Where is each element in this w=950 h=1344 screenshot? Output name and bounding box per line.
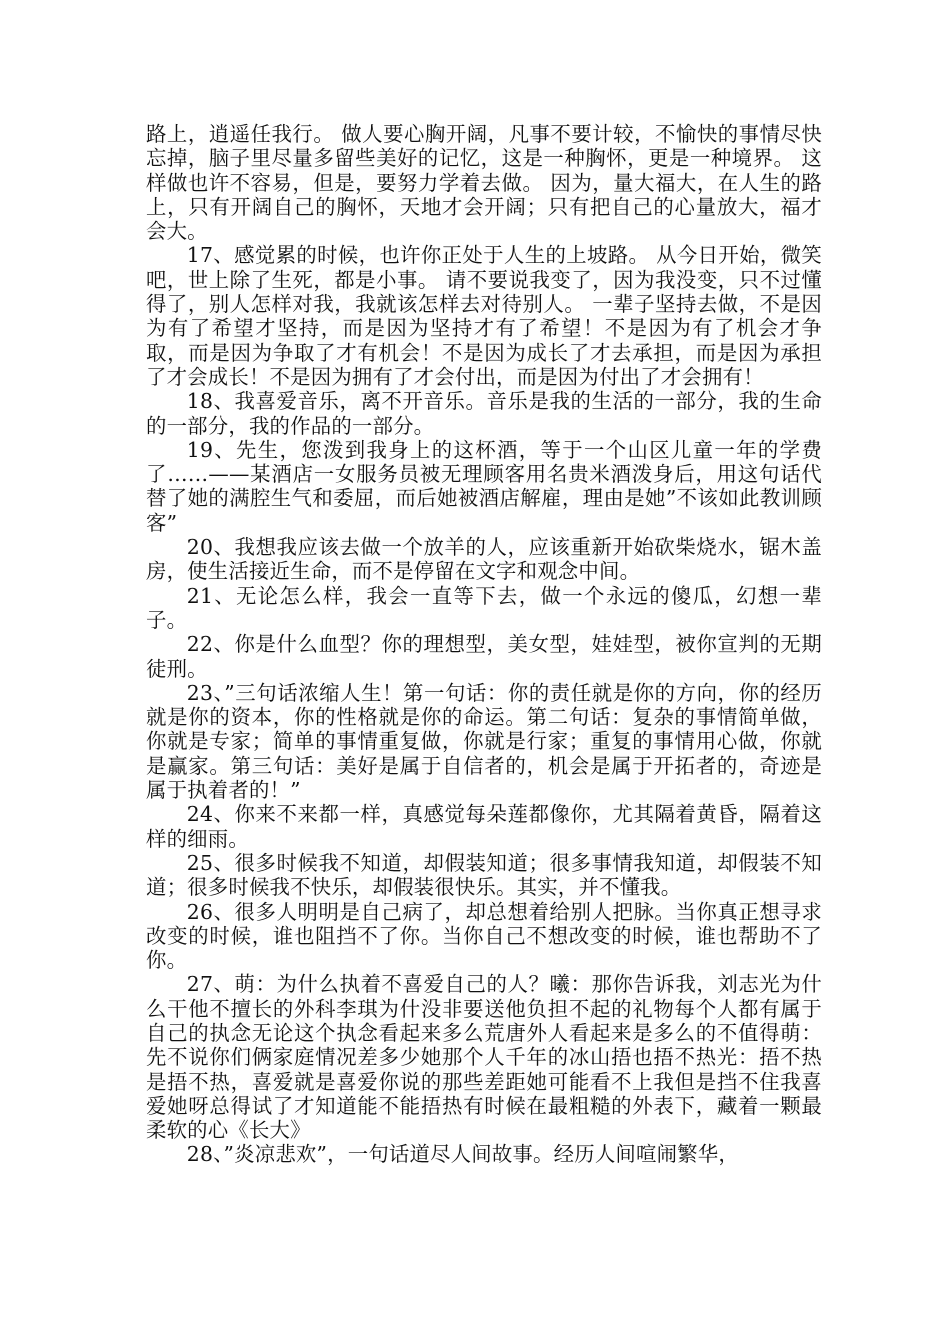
paragraph-19: 19、先生，您泼到我身上的这杯酒，等于一个山区儿童一年的学费了……——某酒店一女服务员被无理顾客用名贵米酒泼身后，用这句话代替了她的满腔生气和委屈，而后她被酒店解雇，理由是她”不该如此教训顾客” [146, 437, 822, 535]
paragraph-18: 18、我喜爱音乐，离不开音乐。音乐是我的生活的一部分，我的生命的一部分，我的作品的一部分。 [146, 389, 822, 438]
paragraph-25: 25、很多时候我不知道，却假装知道；很多事情我知道，却假装不知道；很多时候我不快乐，却假装很快乐。其实，并不懂我。 [146, 850, 822, 900]
paragraph-28: 28、”炎凉悲欢”，一句话道尽人间故事。经历人间喧闹繁华， [186, 1142, 739, 1167]
paragraph-intro: 路上，逍遥任我行。 做人要心胸开阔，凡事不要计较，不愉快的事情尽快忘掉，脑子里尽量多留些美好的记忆，这是一种胸怀，更是一种境界。 这样做也许不容易，但是，要努力学着去做。 因为，量大福大，在人生的路上，只有开阔自己的胸怀，天地才会开阔；只有把自己的心量放大，福才会大。 [146, 122, 822, 244]
paragraph-21: 21、无论怎么样，我会一直等下去，做一个永远的傻瓜，幻想一辈子。 [146, 583, 822, 632]
paragraph-24: 24、你来不来都一样，真感觉每朵莲都像你，尤其隔着黄昏，隔着这样的细雨。 [146, 802, 822, 851]
document-body [146, 122, 822, 1167]
paragraph-26: 26、很多人明明是自己病了，却总想着给别人把脉。当你真正想寻求改变的时候，谁也阻挡不了你。当你自己不想改变的时候，谁也帮助不了你。 [146, 899, 822, 973]
paragraph-20: 20、我想我应该去做一个放羊的人，应该重新开始砍柴烧水，锯木盖房，使生活接近生命，而不是停留在文字和观念中间。 [146, 535, 822, 584]
paragraph-22: 22、你是什么血型？你的理想型，美女型，娃娃型，被你宣判的无期徒刑。 [146, 632, 822, 681]
paragraph-17: 17、感觉累的时候，也许你正处于人生的上坡路。 从今日开始，微笑吧，世上除了生死，都是小事。 请不要说我变了，因为我没变，只不过懂得了，别人怎样对我，我就该怎样去对待别人。 一辈子坚持去做，不是因为有了希望才坚持，而是因为坚持才有了希望！不是因为有了机会才争取，而是因为争取了才有机会！不是因为成长了才去承担，而是因为承担了才会成长！不是因为拥有了才会付出，而是因为付出了才会拥有！ [146, 243, 822, 389]
paragraph-23: 23、”三句话浓缩人生！第一句话：你的责任就是你的方向，你的经历就是你的资本，你的性格就是你的命运。第二句话：复杂的事情简单做，你就是专家；简单的事情重复做，你就是行家；重复的事情用心做，你就是赢家。第三句话：美好是属于自信者的，机会是属于开拓者的，奇迹是属于执着者的！” [146, 680, 822, 803]
paragraph-27: 27、萌：为什么执着不喜爱自己的人？曦：那你告诉我，刘志光为什么干他不擅长的外科李琪为什没非要送他负担不起的礼物每个人都有属于自己的执念无论这个执念看起来多么荒唐外人看起来是多么的不值得萌：先不说你们俩家庭情况差多少她那个人千年的冰山捂也捂不热光：捂不热是捂不热，喜爱就是喜爱你说的那些差距她可能看不上我但是挡不住我喜爱她呀总得试了才知道能不能捂热有时候在最粗糙的外表下，藏着一颗最柔软的心《长大》 [146, 972, 822, 1143]
